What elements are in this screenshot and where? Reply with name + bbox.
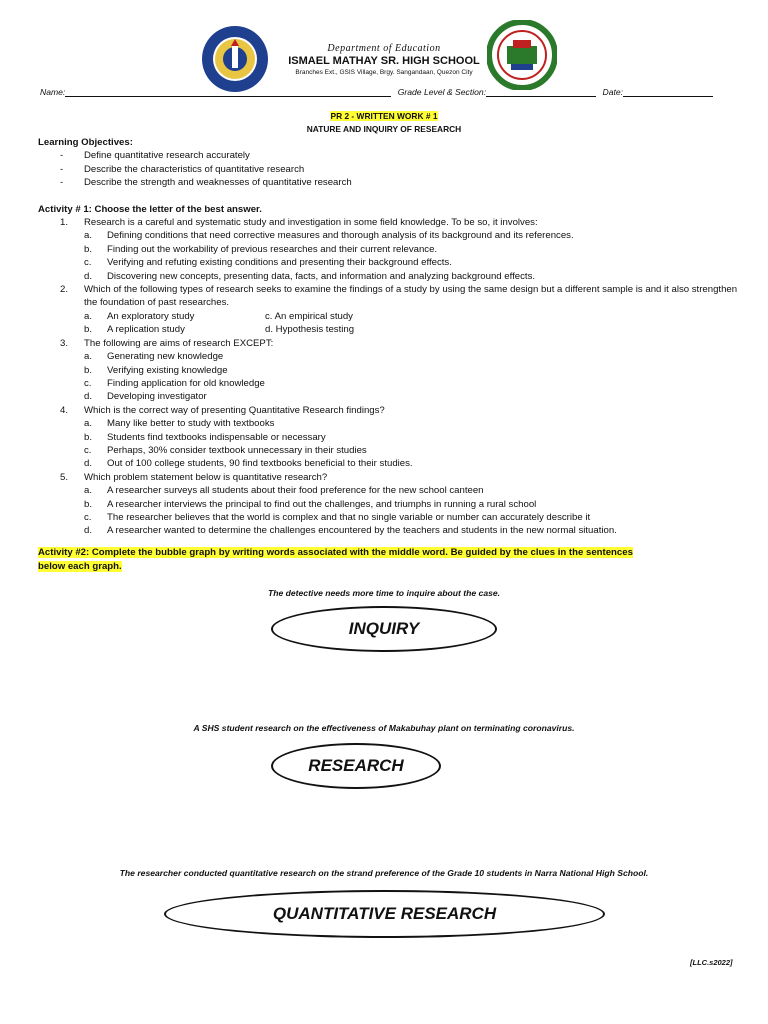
question-1: 1. Research is a careful and systematic study and investigation in some field knowledge. To be so, it involves: [60,217,538,229]
department-name: Department of Education [327,43,441,54]
worksheet-subtitle: NATURE AND INQUIRY OF RESEARCH [306,124,462,134]
q1-option-b[interactable]: b. Finding out the workability of previous researches and their current relevance. [84,243,438,255]
q3-option-c[interactable]: c. Finding application for old knowledge [84,377,265,389]
question-3: 3. The following are aims of research EXCEPT: [60,337,274,349]
q2-option-b[interactable]: A replication study [107,324,185,336]
q5-option-b[interactable]: b. A researcher interviews the principal to find out the challenges, and triumphs in running a rural school [84,498,537,510]
objective-item: - Define quantitative research accurately [60,150,250,162]
q5-option-c[interactable]: c. The researcher believes that the world is complex and that no single variable or number can accurately describe it [84,511,591,523]
date-label: Date: [602,87,624,97]
student-info-line [40,87,740,97]
graph-1-clue: The detective needs more time to inquire about the case. [267,588,501,598]
question-5: 5. Which problem statement below is quantitative research? [60,471,328,483]
q4-option-b[interactable]: b. Students find textbooks indispensable or necessary [84,431,326,443]
objectives-heading: Learning Objectives: [38,137,133,148]
q2-options-row-2: b. A replication study d. Hypothesis testing [84,324,355,336]
q3-option-a[interactable]: a. Generating new knowledge [84,351,224,363]
worksheet-title: PR 2 - WRITTEN WORK # 1 [330,111,438,121]
q1-option-d[interactable]: d. Discovering new concepts, presenting data, facts, and information and analyzing background effects. [84,270,536,282]
q3-option-d[interactable]: d. Developing investigator [84,391,207,403]
q5-option-a[interactable]: a. A researcher surveys all students about their food preference for the new school canteen [84,485,484,497]
grade-label: Grade Level & Section: [397,87,487,97]
question-4: 4. Which is the correct way of presenting Quantitative Research findings? [60,404,385,416]
bubble-quantitative-research[interactable]: QUANTITATIVE RESEARCH [164,890,605,938]
worksheet-body [38,136,753,538]
q4-option-a[interactable]: a. Many like better to study with textbooks [84,418,275,430]
activity1-heading: Activity # 1: Choose the letter of the best answer. [38,203,262,215]
q1-option-c[interactable]: c. Verifying and refuting existing conditions and presenting their background effects. [84,257,452,269]
bubble-inquiry[interactable]: INQUIRY [271,606,497,652]
q4-option-c[interactable]: c. Perhaps, 30% consider textbook unnecessary in their studies [84,444,367,456]
graph-2-clue: A SHS student research on the effectiveness of Makabuhay plant on terminating coronavirus. [193,723,575,733]
q2-option-a[interactable]: An exploratory study [107,310,195,322]
q2-option-c[interactable]: c. An empirical study [265,310,353,322]
grade-section-field[interactable] [486,87,596,97]
name-label: Name: [40,87,66,97]
q3-option-b[interactable]: b. Verifying existing knowledge [84,364,228,376]
bubble-research[interactable]: RESEARCH [271,743,441,789]
objective-item: - Describe the characteristics of quantitative research [60,163,305,175]
q1-option-a[interactable]: a. Defining conditions that need corrective measures and thorough analysis of its background and its references. [84,230,574,242]
q2-options-row-1: a. An exploratory study c. An empirical study [84,310,353,322]
q5-option-d[interactable]: d. A researcher wanted to determine the challenges encountered by the teachers and students in the new normal situation. [84,525,617,537]
q2-option-d[interactable]: d. Hypothesis testing [265,324,355,336]
school-address: Branches Ext., GSIS Village, Brgy. Sangandaan, Quezon City [295,69,473,76]
name-field[interactable] [65,87,391,97]
question-2: 2. Which of the following types of research seeks to examine the findings of a study by using the same design but a different sample is and it also strengthen the foundation of past researches. [60,284,738,309]
footer-code: [LLC.s2022] [690,958,733,967]
school-name: ISMAEL MATHAY SR. HIGH SCHOOL [288,55,480,67]
objective-item: - Describe the strength and weaknesses of quantitative research [60,177,352,189]
q4-option-d[interactable]: d. Out of 100 college students, 90 find textbooks beneficial to their studies. [84,458,413,470]
activity2-heading: Activity #2: Complete the bubble graph by writing words associated with the middle word. Be guided by the clues in the sentences below each graph. [38,547,633,572]
graph-3-clue: The researcher conducted quantitative research on the strand preference of the Grade 10 students in Narra National High School. [119,868,649,878]
date-field[interactable] [623,87,713,97]
